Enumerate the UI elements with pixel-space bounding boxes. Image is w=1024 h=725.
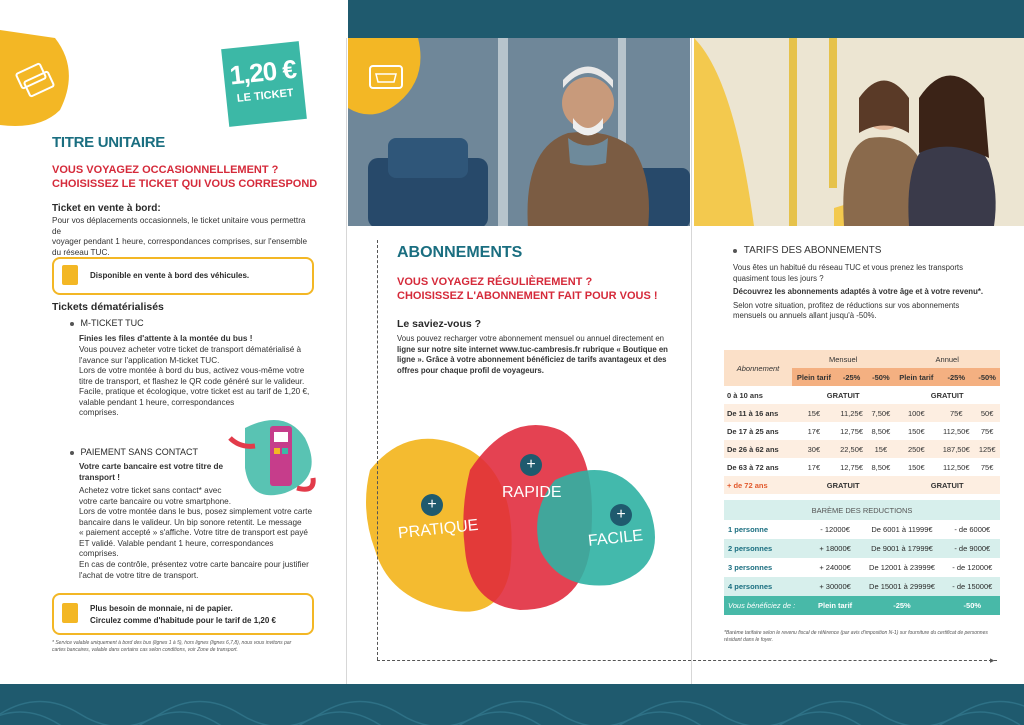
no-change-line-2: Circulez comme d'habitude pour le tarif de 1,20 € <box>90 616 276 625</box>
single-ticket-subtitle <box>52 163 317 191</box>
sub-header: Plein tarif <box>792 368 836 386</box>
table-cell: 75€ <box>950 408 963 418</box>
contactless-line: Lors de votre montée dans le bus, posez simplement votre carte <box>79 507 313 516</box>
table-cell: - 12000€ <box>820 525 850 534</box>
table-cell: De 6001 à 11999€ <box>871 525 933 534</box>
group-header-annual: Annuel <box>894 350 1000 368</box>
dashed-line-horizontal <box>377 660 997 662</box>
table-cell: 125€ <box>978 444 996 454</box>
subtitle-line-1: VOUS VOYAGEZ RÉGULIÈREMENT ? <box>397 276 593 288</box>
contactless-text <box>79 486 315 560</box>
venn-label-pratique: PRATIQUE <box>397 516 480 543</box>
table-cell: De 9001 à 17999€ <box>871 544 933 553</box>
table-cell: 7,50€ <box>871 408 891 418</box>
table-cell: 12,75€ <box>840 462 864 472</box>
control-text <box>79 560 319 581</box>
info-line: Vous pouvez recharger votre abonnement mensuel ou annuel directement en <box>397 334 664 343</box>
info-text <box>397 334 669 376</box>
contactless-title-row <box>70 447 198 457</box>
bus-passenger-photo <box>348 38 690 226</box>
row-label: 2 personnes <box>728 544 773 553</box>
arrow-right-icon: ▸ <box>990 655 995 665</box>
table-cell: 11,25€ <box>840 408 863 418</box>
fold-line-1 <box>346 38 347 684</box>
table-cell: 100€ <box>907 408 925 418</box>
onboard-note: Disponible en vente à bord des véhicules. <box>90 271 250 280</box>
onboard-line: voyager pendant 1 heure, correspondances comprises, sur l'ensemble <box>52 237 308 246</box>
intro-line: Selon votre situation, profitez de réductions sur vos abonnements <box>733 300 960 310</box>
price-value: 1,20 € <box>228 53 298 91</box>
contactless-lead-line: Votre carte bancaire est votre titre de <box>79 462 224 471</box>
table-footer-row <box>724 596 1000 615</box>
single-ticket-title: TITRE UNITAIRE <box>52 134 166 151</box>
table-cell: - de 9000€ <box>954 544 991 553</box>
table-cell: - de 12000€ <box>952 563 993 572</box>
intro-line: Vous êtes un habitué du réseau TUC et vous prenez les transports <box>733 263 964 272</box>
plus-icon: + <box>520 454 542 476</box>
footer-cell: -50% <box>963 601 982 610</box>
group-header-monthly: Mensuel <box>792 350 894 368</box>
footnote-line: * Service valable uniquement à bord des bus (lignes 1 à 5), hors lignes (lignes 6,7,8), nous vous invitons par <box>52 640 292 646</box>
table-cell: 30€ <box>807 444 821 454</box>
table-cell: De 12001 à 23999€ <box>869 563 935 572</box>
row-label: 3 personnes <box>728 563 773 572</box>
right-footnote <box>724 630 1000 644</box>
footnote-line: résidant dans le foyer. <box>724 637 774 643</box>
control-line: En cas de contrôle, présentez votre carte bancaire pour justifier <box>79 560 309 569</box>
subscriptions-subtitle <box>397 275 658 303</box>
table-cell: 75€ <box>980 462 994 472</box>
table-row <box>724 422 1000 440</box>
contactless-line: Achetez votre ticket sans contact* avec <box>79 486 222 495</box>
no-change-note-box <box>52 593 314 635</box>
reduction-scale-table <box>724 500 1000 615</box>
subtitle-line-2: CHOISISSEZ LE TICKET QUI VOUS CORRESPOND <box>52 178 318 190</box>
mticket-line: Lors de votre montée à bord du bus, activez vous-même votre <box>79 366 305 375</box>
intro-bold: Découvrez les abonnements adaptés à votre âge et à votre revenu*. <box>733 287 984 296</box>
dashed-line-vertical <box>377 240 379 660</box>
table-cell: 75€ <box>980 426 994 436</box>
mticket-title: M-TICKET TUC <box>80 318 144 328</box>
table-cell: 8,50€ <box>871 462 891 472</box>
table-cell: + 30000€ <box>819 582 851 591</box>
free-cell: GRATUIT <box>826 390 860 400</box>
bullet-icon <box>70 451 74 455</box>
table-cell: 50€ <box>980 408 994 418</box>
mticket-line: Vous pouvez acheter votre ticket de transport dématérialisé à <box>79 345 302 354</box>
document-icon <box>62 265 78 285</box>
document-icon <box>62 603 78 623</box>
row-label: 1 personne <box>728 525 769 534</box>
table-cell: - de 15000€ <box>952 582 993 591</box>
table-row <box>724 520 1000 539</box>
price-label: LE TICKET <box>236 86 295 105</box>
no-change-line-1: Plus besoin de monnaie, ni de papier. <box>90 604 233 613</box>
young-women-photo <box>694 38 1024 226</box>
table-cell: 15€ <box>807 408 821 418</box>
row-label: De 17 à 25 ans <box>727 426 779 436</box>
table-cell: + 18000€ <box>819 544 851 553</box>
table-cell: 12,75€ <box>840 426 864 436</box>
bullet-icon <box>70 322 74 326</box>
subscription-price-table <box>724 350 1000 494</box>
free-cell: GRATUIT <box>826 480 860 490</box>
onboard-line: du réseau TUC. <box>52 247 110 257</box>
table-cell: 112,50€ <box>942 426 970 436</box>
footnote-line: cartes bancaires, valable dans certains cas selon conditions, voir Zone de transport. <box>52 647 238 653</box>
table-cell: 150€ <box>907 426 925 436</box>
footer-label: Vous bénéficiez de : <box>728 601 796 610</box>
table-cell: 250€ <box>907 444 925 454</box>
bus-photo-illustration-2 <box>694 38 1024 226</box>
sub-header: -25% <box>938 368 974 386</box>
plus-icon: + <box>610 504 632 526</box>
venn-label-facile: FACILE <box>587 527 644 550</box>
contactless-line: votre carte bancaire ou votre smartphone. <box>79 496 232 506</box>
contactless-title: PAIEMENT SANS CONTACT <box>80 447 199 457</box>
mticket-line: l'avance sur l'application M-ticket TUC. <box>79 355 220 365</box>
table-cell: 17€ <box>807 426 821 436</box>
onboard-note-box <box>52 257 314 295</box>
sub-header: -25% <box>836 368 868 386</box>
intro-line: quasiment tous les jours ? <box>733 273 824 283</box>
table-cell: De 15001 à 29999€ <box>869 582 935 591</box>
cart-icon-blob <box>348 38 428 118</box>
info-line: offres pour chaque profil de voyageurs. <box>397 365 544 375</box>
table-cell: 187,50€ <box>942 444 970 454</box>
subtitle-line-2: CHOISISSEZ L'ABONNEMENT FAIT POUR VOUS ! <box>397 290 658 302</box>
mticket-line: Facile, pratique et écologique, votre ticket est au tarif de 1,20 €, <box>79 387 310 396</box>
sub-header: Plein tarif <box>894 368 938 386</box>
table-row <box>724 386 1000 404</box>
table-row <box>724 458 1000 476</box>
mticket-line: titre de transport, et flashez le QR code généré sur le valideur. <box>79 376 305 386</box>
contactless-line: bancaire dans le valideur. Un bip sonore retentit. Le message <box>79 517 302 527</box>
footnote-line: *Barème tarifaire selon le revenu fiscal de référence (par avis d'imposition N-1) sur fourniture du certificat de personnes <box>724 630 988 636</box>
dematerialized-heading: Tickets dématérialisés <box>52 301 164 313</box>
onboard-text <box>52 216 314 258</box>
table-cell: 8,50€ <box>871 426 891 436</box>
intro-line: mensuels ou annuels allant jusqu'à -50%. <box>733 311 877 320</box>
reduction-table-title: BARÈME DES REDUCTIONS <box>811 505 913 515</box>
table-row <box>724 539 1000 558</box>
tarifs-title-row <box>733 245 881 256</box>
contactless-line: « paiement accepté » s'affiche. Votre titre de transport est payé <box>79 528 308 537</box>
row-label: De 63 à 72 ans <box>727 462 779 472</box>
sub-header: -50% <box>867 368 894 386</box>
table-cell: 15€ <box>874 444 888 454</box>
table-cell: 112,50€ <box>942 462 970 472</box>
row-label: 4 personnes <box>728 582 773 591</box>
table-cell: 17€ <box>807 462 821 472</box>
free-cell: GRATUIT <box>930 480 964 490</box>
contactless-line: ET validé. Valable pendant 1 heure, correspondances comprises. <box>79 538 274 558</box>
no-change-note <box>90 603 276 627</box>
table-row <box>724 440 1000 458</box>
table-cell: + 24000€ <box>819 563 851 572</box>
bullet-icon <box>733 249 737 253</box>
plus-icon: + <box>421 494 443 516</box>
tarifs-title: TARIFS DES ABONNEMENTS <box>743 245 882 256</box>
fold-line-2 <box>691 38 692 684</box>
footer-cell: -25% <box>893 601 911 610</box>
subscriptions-title: ABONNEMENTS <box>397 244 523 261</box>
table-cell: - de 6000€ <box>954 525 991 534</box>
table-row <box>724 558 1000 577</box>
info-line: ligne sur notre site internet www.tuc-cambresis.fr rubrique « Boutique en <box>397 344 668 354</box>
table-row <box>724 577 1000 596</box>
info-line: ligne ». Grâce à votre abonnement bénéficiez de tarifs avantageux et des <box>397 355 667 364</box>
table-row <box>724 404 1000 422</box>
sub-header: -50% <box>974 368 1000 386</box>
contactless-lead-line: transport ! <box>79 472 120 482</box>
onboard-line: Pour vos déplacements occasionnels, le ticket unitaire vous permettra de <box>52 216 306 236</box>
onboard-heading: Ticket en vente à bord: <box>52 203 161 214</box>
table-row <box>724 476 1000 494</box>
left-footnote <box>52 640 322 654</box>
row-label: 0 à 10 ans <box>727 390 763 400</box>
free-cell: GRATUIT <box>930 390 964 400</box>
row-label: + de 72 ans <box>727 480 768 490</box>
control-line: l'achat de votre titre de transport. <box>79 570 199 580</box>
did-you-know: Le saviez-vous ? <box>397 318 482 330</box>
contactless-lead <box>79 462 223 483</box>
tarifs-intro <box>733 263 1001 322</box>
row-label: De 11 à 16 ans <box>727 408 779 418</box>
table-corner: Abonnement <box>724 350 792 386</box>
venn-label-rapide: RAPIDE <box>502 484 562 501</box>
mticket-title-row <box>70 318 144 328</box>
bottom-wave-band <box>0 684 1024 725</box>
row-label: De 26 à 62 ans <box>727 444 779 454</box>
mticket-line: valable pendant 1 heure, correspondances <box>79 397 235 407</box>
ticket-icon-blob <box>0 30 80 130</box>
footer-cell: Plein tarif <box>817 601 853 610</box>
mticket-lead: Finies les files d'attente à la montée du bus ! <box>79 334 253 343</box>
price-badge <box>221 41 307 127</box>
table-cell: 22,50€ <box>840 444 864 454</box>
mticket-line: comprises. <box>79 408 119 417</box>
subtitle-line-1: VOUS VOYAGEZ OCCASIONNELLEMENT ? <box>52 164 279 176</box>
table-cell: 150€ <box>907 462 925 472</box>
